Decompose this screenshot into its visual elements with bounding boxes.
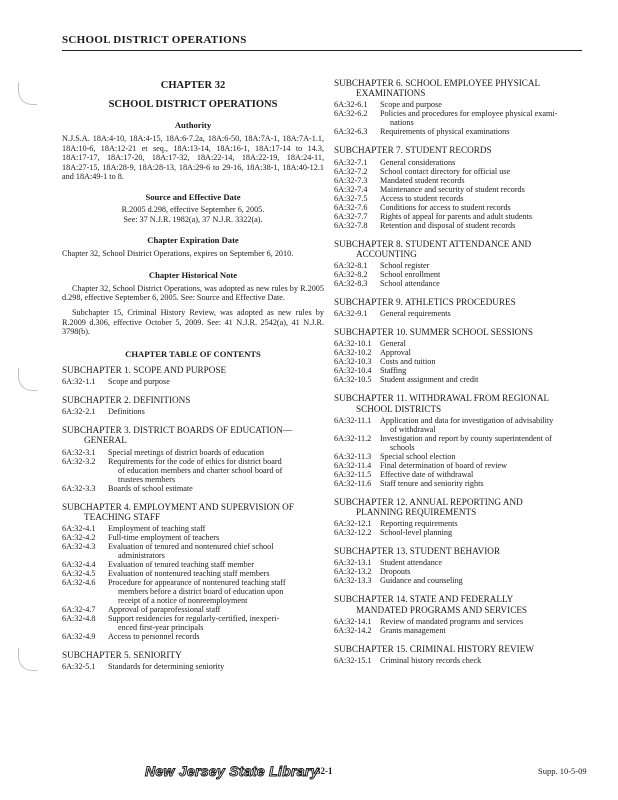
section-number: 6A:32-4.8 — [62, 613, 96, 623]
section-number: 6A:32-7.7 — [334, 211, 368, 221]
section-number: 6A:32-2.1 — [62, 407, 96, 417]
toc-entry — [334, 479, 590, 488]
subchapter-heading — [62, 365, 324, 375]
section-number: 6A:32-3.3 — [62, 483, 96, 493]
section-title-line: Dropouts — [380, 567, 411, 577]
section-title — [108, 407, 324, 416]
source-heading: Source and Effective Date — [145, 191, 241, 202]
subchapter-heading-line: ACCOUNTING — [356, 248, 417, 259]
history-heading: Chapter Historical Note — [148, 269, 238, 280]
section-title — [380, 519, 590, 528]
section-title-line: Policies and procedures for employee physical exami- — [380, 109, 558, 119]
toc-entry — [62, 524, 324, 533]
subchapter-heading-line: SUBCHAPTER 10. SUMMER SCHOOL SESSIONS — [334, 327, 534, 338]
section-title-line: administrators — [118, 550, 165, 560]
subchapter-heading-line: EXAMINATIONS — [356, 88, 426, 99]
toc-entry — [334, 357, 590, 366]
subchapter-heading-line: SCHOOL DISTRICTS — [356, 403, 442, 414]
section-number: 6A:32-3.1 — [62, 447, 96, 457]
section-title-line: General considerations — [380, 157, 456, 167]
section-title — [380, 100, 590, 109]
subchapter-heading-line: GENERAL — [84, 435, 127, 446]
subchapter-heading-line: SUBCHAPTER 6. SCHOOL EMPLOYEE PHYSICAL — [334, 78, 541, 88]
section-title-line: nations — [390, 118, 414, 128]
toc-subchapter — [62, 425, 324, 492]
toc-entry — [334, 366, 590, 375]
section-title — [380, 656, 590, 665]
toc-heading: CHAPTER TABLE OF CONTENTS — [125, 348, 261, 359]
section-title-line: receipt of a notice of nonreemployment — [118, 595, 248, 605]
section-title — [380, 366, 590, 375]
section-number: 6A:32-7.1 — [334, 157, 368, 167]
section-title — [108, 377, 324, 386]
section-title — [380, 348, 590, 357]
toc-entry — [62, 377, 324, 386]
toc-entry — [62, 457, 324, 484]
section-title — [380, 203, 590, 212]
toc-entry — [334, 416, 590, 434]
toc-entry — [62, 569, 324, 578]
section-number: 6A:32-15.1 — [334, 656, 372, 666]
toc-left — [62, 365, 324, 671]
subchapter-heading — [334, 497, 590, 517]
subchapter-heading-line: SUBCHAPTER 13. STUDENT BEHAVIOR — [334, 546, 501, 557]
section-title-line: of withdrawal — [390, 424, 436, 434]
section-number: 6A:32-8.3 — [334, 279, 368, 289]
subchapter-heading — [62, 502, 324, 522]
subchapter-heading-line: SUBCHAPTER 1. SCOPE AND PURPOSE — [62, 364, 227, 375]
section-title — [108, 484, 324, 493]
toc-entry — [62, 542, 324, 560]
chapter-title: SCHOOL DISTRICT OPERATIONS — [108, 99, 278, 110]
section-title — [108, 560, 324, 569]
toc-entry — [62, 578, 324, 605]
section-number: 6A:32-7.5 — [334, 193, 368, 203]
section-number: 6A:32-7.3 — [334, 175, 368, 185]
section-number: 6A:32-6.1 — [334, 100, 368, 110]
subchapter-heading — [334, 546, 590, 556]
toc-entry — [62, 560, 324, 569]
toc-entry — [334, 176, 590, 185]
section-title-line: enced first-year principals — [118, 622, 204, 632]
subchapter-heading — [334, 145, 590, 155]
toc-entry — [334, 203, 590, 212]
toc-entry — [334, 567, 590, 576]
subchapter-heading-line: SUBCHAPTER 8. STUDENT ATTENDANCE AND — [334, 238, 532, 249]
section-title-line: General requirements — [380, 309, 451, 319]
section-number: 6A:32-1.1 — [62, 376, 96, 386]
section-number: 6A:32-10.2 — [334, 348, 372, 358]
section-title — [108, 542, 324, 560]
section-number: 6A:32-13.1 — [334, 558, 372, 568]
section-number: 6A:32-7.2 — [334, 166, 368, 176]
toc-entry — [334, 109, 590, 127]
section-number: 6A:32-8.1 — [334, 261, 368, 271]
toc-entry — [62, 662, 324, 671]
section-number: 6A:32-7.8 — [334, 220, 368, 230]
section-title-line: Special meetings of district boards of education — [108, 447, 264, 457]
section-title — [380, 452, 590, 461]
section-title — [380, 567, 590, 576]
toc-entry — [334, 434, 590, 452]
toc-entry — [334, 576, 590, 585]
section-title — [108, 457, 324, 484]
section-title-line: Scope and purpose — [108, 376, 170, 386]
subchapter-heading-line: SUBCHAPTER 15. CRIMINAL HISTORY REVIEW — [334, 643, 535, 654]
section-title-line: Scope and purpose — [380, 100, 442, 110]
section-number: 6A:32-14.1 — [334, 616, 372, 626]
section-title-line: Access to student records — [380, 193, 464, 203]
section-number: 6A:32-4.1 — [62, 523, 96, 533]
section-title-line: Approval of paraprofessional staff — [108, 604, 221, 614]
toc-entry — [334, 212, 590, 221]
section-title — [108, 662, 324, 671]
subchapter-heading — [62, 395, 324, 405]
section-number: 6A:32-11.1 — [334, 415, 372, 425]
toc-entry — [334, 185, 590, 194]
section-title — [380, 357, 590, 366]
section-number: 6A:32-11.5 — [334, 469, 372, 479]
subchapter-heading — [62, 425, 324, 445]
subchapter-heading-line: TEACHING STAFF — [84, 511, 161, 522]
toc-entry — [334, 626, 590, 635]
section-number: 6A:32-11.3 — [334, 451, 372, 461]
section-title-line: Access to personnel records — [108, 631, 200, 641]
subchapter-heading — [334, 239, 590, 259]
toc-entry — [334, 617, 590, 626]
section-number: 6A:32-6.3 — [334, 127, 368, 137]
section-title-line: Effective date of withdrawal — [380, 469, 474, 479]
binding-hole-mark — [18, 648, 37, 671]
section-number: 6A:32-10.1 — [334, 339, 372, 349]
toc-entry — [334, 375, 590, 384]
toc-entry — [334, 339, 590, 348]
section-title-line: Special school election — [380, 451, 456, 461]
section-title-line: Mandated student records — [380, 175, 465, 185]
section-title — [380, 279, 590, 288]
section-number: 6A:32-7.4 — [334, 184, 368, 194]
section-number: 6A:32-4.2 — [62, 532, 96, 542]
toc-right — [334, 78, 590, 665]
left-column — [62, 80, 324, 671]
section-title-line: Procedure for appearance of nontenured teaching staff — [108, 577, 286, 587]
section-title — [380, 194, 590, 203]
toc-entry — [334, 656, 590, 665]
subchapter-heading-line: SUBCHAPTER 4. EMPLOYMENT AND SUPERVISION OF — [62, 501, 294, 512]
toc-entry — [62, 448, 324, 457]
section-title — [380, 221, 590, 230]
toc-subchapter — [334, 145, 590, 229]
section-title — [380, 176, 590, 185]
subchapter-heading-line: SUBCHAPTER 9. ATHLETICS PROCEDURES — [334, 297, 516, 308]
section-title-line: Employment of teaching staff — [108, 523, 206, 533]
section-number: 6A:32-14.2 — [334, 625, 372, 635]
section-number: 6A:32-13.2 — [334, 567, 372, 577]
section-title — [108, 524, 324, 533]
binding-hole-mark — [18, 82, 37, 105]
section-title-line: Evaluation of tenured teaching staff member — [108, 559, 255, 569]
section-title — [380, 528, 590, 537]
section-number: 6A:32-4.5 — [62, 568, 96, 578]
section-number: 6A:32-5.1 — [62, 662, 96, 672]
section-title-line: School-level planning — [380, 528, 453, 538]
section-title — [380, 576, 590, 585]
toc-entry — [334, 194, 590, 203]
section-title — [380, 212, 590, 221]
history-para-2: Subchapter 15, Criminal History Review, was adopted as new rules by R.2009 d.306, effective October 5, 2009. See: 41 N.J.R. 2542(a), 41 N.J.R. 3798(b). — [62, 307, 324, 337]
subchapter-heading-line: SUBCHAPTER 7. STUDENT RECORDS — [334, 145, 492, 156]
section-title-line: of education members and charter school board of — [118, 465, 283, 475]
section-title-line: Requirements for the code of ethics for district board — [108, 456, 282, 466]
section-title — [108, 578, 324, 605]
toc-entry — [334, 167, 590, 176]
section-title — [108, 605, 324, 614]
toc-subchapter — [334, 239, 590, 288]
toc-entry — [334, 558, 590, 567]
toc-entry — [334, 452, 590, 461]
section-title-line: Approval — [380, 348, 411, 358]
section-number: 6A:32-7.6 — [334, 202, 368, 212]
toc-entry — [334, 127, 590, 136]
section-title — [380, 339, 590, 348]
section-title — [380, 167, 590, 176]
section-title — [380, 185, 590, 194]
expiration-text: Chapter 32, School District Operations, expires on September 6, 2010. — [62, 249, 294, 259]
section-title-line: Retention and disposal of student records — [380, 220, 516, 230]
expiration-heading: Chapter Expiration Date — [147, 235, 239, 246]
toc-entry — [334, 348, 590, 357]
toc-entry — [334, 261, 590, 270]
section-title-line: Reporting requirements — [380, 519, 458, 529]
subchapter-heading — [334, 393, 590, 413]
subchapter-heading-line: SUBCHAPTER 11. WITHDRAWAL FROM REGIONAL — [334, 393, 550, 404]
subchapter-heading — [334, 327, 590, 337]
toc-entry — [334, 470, 590, 479]
subchapter-heading — [334, 297, 590, 307]
toc-subchapter — [62, 365, 324, 386]
section-title-line: General — [380, 339, 406, 349]
source-line-1: R.2005 d.298, effective September 6, 2005. — [121, 204, 265, 214]
toc-entry — [62, 484, 324, 493]
section-title-line: Student attendance — [380, 558, 443, 568]
section-title-line: Conditions for access to student records — [380, 202, 511, 212]
subchapter-heading-line: SUBCHAPTER 3. DISTRICT BOARDS OF EDUCATION— — [62, 425, 293, 436]
section-number: 6A:32-11.6 — [334, 478, 372, 488]
toc-entry — [334, 158, 590, 167]
section-title — [380, 109, 590, 127]
section-number: 6A:32-3.2 — [62, 456, 96, 466]
toc-subchapter — [334, 497, 590, 537]
section-number: 6A:32-4.4 — [62, 559, 96, 569]
toc-entry — [334, 279, 590, 288]
section-title-line: Rights of appeal for parents and adult students — [380, 211, 533, 221]
toc-subchapter — [334, 644, 590, 665]
toc-entry — [334, 519, 590, 528]
toc-subchapter — [62, 650, 324, 671]
toc-entry — [62, 614, 324, 632]
section-title-line: Final determination of board of review — [380, 460, 508, 470]
toc-entry — [334, 100, 590, 109]
toc-subchapter — [334, 327, 590, 384]
section-title-line: schools — [390, 442, 415, 452]
toc-subchapter — [334, 594, 590, 634]
toc-subchapter — [62, 502, 324, 641]
subchapter-heading-line: SUBCHAPTER 12. ANNUAL REPORTING AND — [334, 496, 523, 507]
section-title-line: School contact directory for official use — [380, 166, 511, 176]
section-title-line: Criminal history records check — [380, 656, 482, 666]
section-title-line: School attendance — [380, 279, 440, 289]
section-number: 6A:32-9.1 — [334, 309, 368, 319]
section-title-line: Support residencies for regularly-certified, inexperi- — [108, 613, 280, 623]
toc-entry — [334, 461, 590, 470]
toc-subchapter — [334, 393, 590, 487]
toc-entry — [62, 533, 324, 542]
toc-entry — [62, 407, 324, 416]
section-title-line: Staff tenure and seniority rights — [380, 478, 484, 488]
section-title — [380, 375, 590, 384]
history-para-1: Chapter 32, School District Operations, was adopted as new rules by R.2005 d.298, effective September 6, 2005. See: Source and Effective Date. — [62, 283, 324, 303]
section-title — [380, 127, 590, 136]
section-title — [380, 416, 590, 434]
subchapter-heading — [334, 594, 590, 614]
section-title — [380, 261, 590, 270]
section-title — [380, 461, 590, 470]
section-number: 6A:32-12.2 — [334, 528, 372, 538]
section-title-line: Boards of school estimate — [108, 483, 193, 493]
section-title-line: Maintenance and security of student records — [380, 184, 525, 194]
right-column — [334, 78, 590, 665]
section-title-line: trustees members — [118, 474, 176, 484]
section-number: 6A:32-10.4 — [334, 366, 372, 376]
subchapter-heading-line: SUBCHAPTER 14. STATE AND FEDERALLY — [334, 594, 514, 605]
toc-entry — [62, 632, 324, 641]
section-number: 6A:32-4.9 — [62, 631, 96, 641]
subchapter-heading-line: PLANNING REQUIREMENTS — [356, 507, 477, 518]
section-title — [380, 270, 590, 279]
chapter-number: CHAPTER 32 — [160, 80, 226, 91]
running-header: SCHOOL DISTRICT OPERATIONS — [62, 34, 247, 46]
section-title-line: Student assignment and credit — [380, 375, 479, 385]
section-title-line: members before a district board of education upon — [118, 586, 284, 596]
section-title-line: Standards for determining seniority — [108, 662, 225, 672]
section-number: 6A:32-8.2 — [334, 270, 368, 280]
section-title-line: Grants management — [380, 625, 446, 635]
toc-entry — [62, 605, 324, 614]
section-title — [380, 470, 590, 479]
toc-entry — [334, 270, 590, 279]
section-title-line: School enrollment — [380, 270, 441, 280]
toc-subchapter — [334, 297, 590, 318]
section-title — [380, 434, 590, 452]
section-title-line: Full-time employment of teachers — [108, 532, 220, 542]
section-title — [108, 533, 324, 542]
section-title-line: Evaluation of nontenured teaching staff members — [108, 568, 270, 578]
section-title-line: Staffing — [380, 366, 407, 376]
section-number: 6A:32-4.7 — [62, 604, 96, 614]
toc-entry — [334, 309, 590, 318]
subchapter-heading-line: SUBCHAPTER 2. DEFINITIONS — [62, 394, 191, 405]
section-number: 6A:32-4.6 — [62, 577, 96, 587]
section-title-line: Investigation and report by county superintendent of — [380, 433, 552, 443]
section-number: 6A:32-10.3 — [334, 357, 372, 367]
section-title-line: Review of mandated programs and services — [380, 616, 524, 626]
section-number: 6A:32-12.1 — [334, 519, 372, 529]
section-title — [108, 632, 324, 641]
source-line-2: See: 37 N.J.R. 1982(a), 37 N.J.R. 3322(a). — [123, 214, 263, 224]
authority-heading: Authority — [174, 120, 212, 130]
section-title — [380, 626, 590, 635]
toc-subchapter — [334, 78, 590, 136]
toc-subchapter — [62, 395, 324, 416]
section-title — [108, 614, 324, 632]
toc-subchapter — [334, 546, 590, 585]
authority-text: N.J.S.A. 18A:4-10, 18A:4-15, 18A:6-7.2a, 18A:6-50, 18A:7A-1, 18A:7A-1.1, 18A:10-6, 18A:12-21 et seq., 18A:13-14, 18A:16-1, 18A:17-14 to 14.3, 18A:17-17, 18A:17-20, 18A:17-32, 18A:22-14, 18A:22-19, 18A:24-11, 18A:27-15, 18A:28-9, 18A:28-13, 18A:29-6 to 29-16, 18A:38-1, 18A:40-12.1 and 18A:49-1 to 8. — [62, 134, 324, 182]
section-title — [108, 569, 324, 578]
section-title — [380, 479, 590, 488]
toc-entry — [334, 221, 590, 230]
library-stamp: New Jersey State Library — [145, 763, 319, 779]
section-title-line: Requirements of physical examinations — [380, 127, 510, 137]
supplement-date: Supp. 10-5-09 — [538, 766, 587, 776]
section-title-line: Costs and tuition — [380, 357, 436, 367]
section-title-line: Application and data for investigation of advisability — [380, 415, 554, 425]
toc-entry — [334, 528, 590, 537]
section-title — [380, 158, 590, 167]
subchapter-heading-line: SUBCHAPTER 5. SENIORITY — [62, 649, 182, 660]
section-number: 6A:32-4.3 — [62, 541, 96, 551]
section-title — [108, 448, 324, 457]
binding-hole-mark — [18, 368, 37, 391]
subchapter-heading — [62, 650, 324, 660]
section-title-line: Guidance and counseling — [380, 576, 463, 586]
section-title-line: Definitions — [108, 407, 145, 417]
section-title — [380, 617, 590, 626]
subchapter-heading-line: MANDATED PROGRAMS AND SERVICES — [356, 604, 528, 615]
section-number: 6A:32-13.3 — [334, 576, 372, 586]
section-number: 6A:32-11.4 — [334, 460, 372, 470]
subchapter-heading — [334, 78, 590, 98]
subchapter-heading — [334, 644, 590, 654]
section-title — [380, 309, 590, 318]
section-number: 6A:32-10.5 — [334, 375, 372, 385]
section-number: 6A:32-11.2 — [334, 433, 372, 443]
page-number: 32-1 — [316, 766, 333, 776]
section-title-line: Evaluation of tenured and nontenured chief school — [108, 541, 274, 551]
section-title — [380, 558, 590, 567]
section-number: 6A:32-6.2 — [334, 109, 368, 119]
header-rule — [62, 50, 582, 51]
section-title-line: School register — [380, 261, 430, 271]
